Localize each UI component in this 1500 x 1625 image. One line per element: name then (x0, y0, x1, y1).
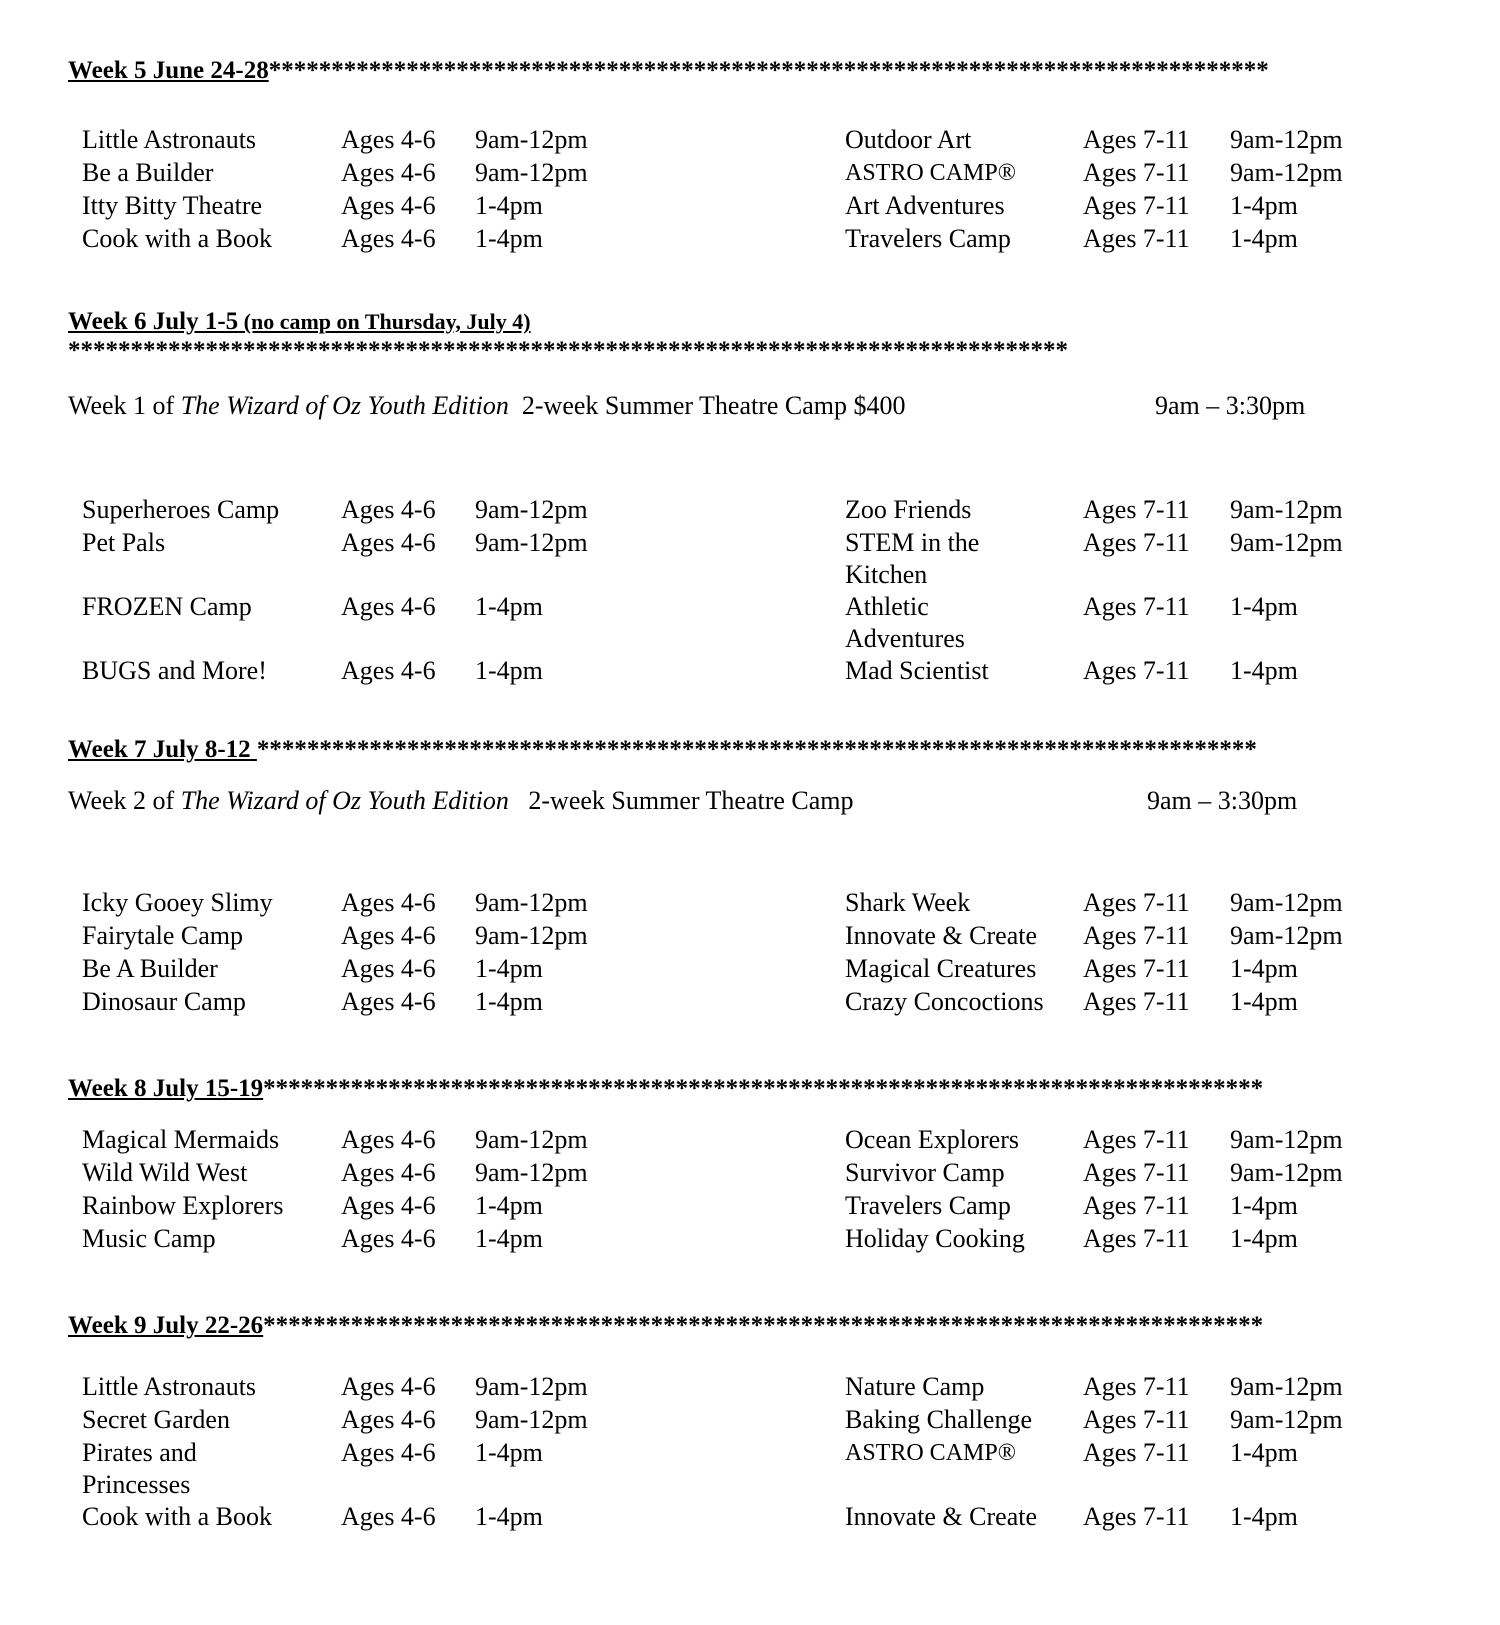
camp-name: Pet Pals (82, 528, 166, 557)
camp-ages: Ages 7-11 (1083, 1224, 1190, 1253)
camp-name: Pirates and Princesses (82, 1438, 197, 1499)
camp-name: FROZEN Camp (82, 592, 252, 621)
camp-name: Survivor Camp (845, 1158, 1005, 1187)
camp-ages: Ages 4-6 (341, 191, 436, 220)
camp-ages: Ages 7-11 (1083, 1502, 1190, 1531)
camp-name: BUGS and More! (82, 656, 267, 685)
camp-time: 1-4pm (1230, 1438, 1298, 1467)
camp-name: Little Astronauts (82, 1372, 257, 1401)
camp-name: Secret Garden (82, 1405, 230, 1434)
camp-time: 9am-12pm (1230, 125, 1343, 154)
camp-time: 1-4pm (475, 191, 543, 220)
camp-time: 1-4pm (1230, 592, 1298, 621)
week-title: Week 5 June 24-28 (68, 57, 269, 84)
camp-time: 9am-12pm (1230, 1405, 1343, 1434)
camp-time: 1-4pm (475, 1224, 543, 1253)
camp-name: Itty Bitty Theatre (82, 191, 263, 220)
table-row (0, 223, 1500, 255)
camp-name: ASTRO CAMP® (845, 160, 1016, 186)
table-row (0, 1223, 1500, 1255)
camp-name: Mad Scientist (845, 656, 989, 685)
camp-time: 9am-12pm (475, 1125, 588, 1154)
table-row (0, 1124, 1500, 1156)
week-stars: ******************************************************************************** (263, 1075, 1264, 1102)
week-5-heading (68, 56, 1269, 86)
camp-ages: Ages 7-11 (1083, 921, 1190, 950)
camp-name: Travelers Camp (845, 1191, 1011, 1220)
camp-time: 9am-12pm (1230, 1125, 1343, 1154)
camp-ages: Ages 7-11 (1083, 158, 1190, 187)
camp-ages: Ages 7-11 (1083, 954, 1190, 983)
camp-time: 9am-12pm (1230, 921, 1343, 950)
camp-time: 1-4pm (475, 656, 543, 685)
camp-ages: Ages 7-11 (1083, 987, 1190, 1016)
camp-ages: Ages 7-11 (1083, 1191, 1190, 1220)
table-row (0, 527, 1500, 589)
camp-time: 1-4pm (475, 987, 543, 1016)
camp-ages: Ages 4-6 (341, 954, 436, 983)
camp-time: 1-4pm (1230, 1502, 1298, 1531)
theatre-camp-line (68, 785, 854, 817)
camp-name: Cook with a Book (82, 224, 272, 253)
camp-time: 1-4pm (1230, 1191, 1298, 1220)
camp-time: 9am-12pm (475, 888, 588, 917)
table-row (0, 1157, 1500, 1189)
camp-name: Innovate & Create (845, 921, 1038, 950)
week-8-heading (68, 1074, 1263, 1104)
camp-ages: Ages 4-6 (341, 592, 436, 621)
camp-time: 9am-12pm (475, 125, 588, 154)
camp-name: Holiday Cooking (845, 1224, 1025, 1253)
table-row (0, 655, 1500, 687)
week-title: Week 6 July 1-5 (68, 308, 239, 335)
theatre-camp-line (68, 390, 906, 422)
week-title: Week 9 July 22-26 (68, 1312, 264, 1339)
week-stars: ******************************************************************************** (268, 57, 1269, 84)
camp-ages: Ages 4-6 (341, 1405, 436, 1434)
camp-time: 1-4pm (475, 592, 543, 621)
table-row (0, 591, 1500, 653)
camp-name: Rainbow Explorers (82, 1191, 284, 1220)
camp-ages: Ages 7-11 (1083, 1405, 1190, 1434)
camp-time: 9am-12pm (475, 921, 588, 950)
table-row (0, 986, 1500, 1018)
camp-ages: Ages 7-11 (1083, 1372, 1190, 1401)
table-row (0, 1371, 1500, 1403)
theatre-prefix: Week 1 of (68, 391, 181, 420)
camp-ages: Ages 4-6 (341, 158, 436, 187)
camp-name: Outdoor Art (845, 125, 972, 154)
camp-name: Cook with a Book (82, 1502, 272, 1531)
camp-time: 1-4pm (475, 1502, 543, 1531)
table-row (0, 1501, 1500, 1533)
camp-ages: Ages 7-11 (1083, 888, 1190, 917)
camp-name: Travelers Camp (845, 224, 1011, 253)
table-row (0, 1437, 1500, 1499)
camp-ages: Ages 4-6 (341, 495, 436, 524)
camp-name: Superheroes Camp (82, 495, 280, 524)
table-row (0, 1404, 1500, 1436)
camp-time: 9am-12pm (1230, 1372, 1343, 1401)
camp-ages: Ages 4-6 (341, 987, 436, 1016)
table-row (0, 920, 1500, 952)
week-title: Week 8 July 15-19 (68, 1075, 264, 1102)
camp-name: Athletic Adventures (845, 592, 965, 653)
camp-name: Be A Builder (82, 954, 218, 983)
camp-time: 1-4pm (1230, 954, 1298, 983)
week-7-heading (68, 735, 1257, 765)
theatre-time: 9am – 3:30pm (1147, 786, 1298, 815)
camp-ages: Ages 7-11 (1083, 125, 1190, 154)
table-row (0, 887, 1500, 919)
camp-ages: Ages 7-11 (1083, 528, 1190, 557)
theatre-title: The Wizard of Oz Youth Edition (180, 391, 509, 420)
camp-name: Art Adventures (845, 191, 1005, 220)
camp-ages: Ages 7-11 (1083, 495, 1190, 524)
camp-ages: Ages 7-11 (1083, 191, 1190, 220)
camp-ages: Ages 4-6 (341, 125, 436, 154)
camp-ages: Ages 4-6 (341, 921, 436, 950)
camp-name: STEM in the Kitchen (845, 528, 980, 589)
camp-ages: Ages 7-11 (1083, 1125, 1190, 1154)
camp-time: 1-4pm (1230, 1224, 1298, 1253)
week-title: Week 7 July 8-12 (68, 736, 251, 763)
camp-name: Ocean Explorers (845, 1125, 1019, 1154)
week-note: (no camp on Thursday, July 4) (238, 309, 531, 334)
theatre-title: The Wizard of Oz Youth Edition (180, 786, 509, 815)
camp-name: Baking Challenge (845, 1405, 1033, 1434)
camp-name: Innovate & Create (845, 1502, 1038, 1531)
camp-name: Nature Camp (845, 1372, 985, 1401)
table-row (0, 953, 1500, 985)
camp-time: 1-4pm (475, 1438, 543, 1467)
camp-name: Icky Gooey Slimy (82, 888, 273, 917)
camp-time: 9am-12pm (1230, 888, 1343, 917)
camp-time: 9am-12pm (475, 1405, 588, 1434)
camp-ages: Ages 7-11 (1083, 1158, 1190, 1187)
week-6-heading (68, 307, 531, 337)
camp-ages: Ages 7-11 (1083, 224, 1190, 253)
theatre-time: 9am – 3:30pm (1155, 391, 1306, 420)
camp-time: 1-4pm (475, 224, 543, 253)
camp-ages: Ages 4-6 (341, 528, 436, 557)
camp-time: 9am-12pm (1230, 528, 1343, 557)
camp-name: Shark Week (845, 888, 971, 917)
camp-time: 1-4pm (1230, 191, 1298, 220)
camp-time: 9am-12pm (475, 1372, 588, 1401)
table-row (0, 190, 1500, 222)
camp-time: 1-4pm (1230, 656, 1298, 685)
camp-name: Music Camp (82, 1224, 216, 1253)
camp-name: Fairytale Camp (82, 921, 244, 950)
camp-time: 9am-12pm (1230, 1158, 1343, 1187)
camp-name: Be a Builder (82, 158, 214, 187)
camp-time: 1-4pm (475, 1191, 543, 1220)
table-row (0, 157, 1500, 189)
table-row (0, 494, 1500, 526)
camp-time: 1-4pm (1230, 987, 1298, 1016)
camp-time: 9am-12pm (1230, 158, 1343, 187)
camp-time: 1-4pm (475, 954, 543, 983)
camp-ages: Ages 4-6 (341, 1224, 436, 1253)
camp-time: 1-4pm (1230, 224, 1298, 253)
camp-ages: Ages 4-6 (341, 1191, 436, 1220)
theatre-suffix: 2-week Summer Theatre Camp $400 (508, 391, 906, 420)
week-stars: ******************************************************************************** (263, 1312, 1264, 1339)
camp-ages: Ages 4-6 (341, 224, 436, 253)
camp-ages: Ages 7-11 (1083, 592, 1190, 621)
camp-name: Wild Wild West (82, 1158, 248, 1187)
week-stars: ******************************************************************************** (256, 736, 1257, 763)
camp-ages: Ages 4-6 (341, 1438, 436, 1467)
camp-ages: Ages 4-6 (341, 1372, 436, 1401)
camp-name: ASTRO CAMP® (845, 1440, 1016, 1466)
camp-ages: Ages 4-6 (341, 656, 436, 685)
camp-time: 9am-12pm (1230, 495, 1343, 524)
camp-name: Magical Creatures (845, 954, 1037, 983)
camp-time: 9am-12pm (475, 158, 588, 187)
camp-ages: Ages 7-11 (1083, 656, 1190, 685)
camp-ages: Ages 7-11 (1083, 1438, 1190, 1467)
camp-time: 9am-12pm (475, 495, 588, 524)
camp-time: 9am-12pm (475, 1158, 588, 1187)
camp-name: Magical Mermaids (82, 1125, 280, 1154)
camp-ages: Ages 4-6 (341, 1502, 436, 1531)
theatre-suffix: 2-week Summer Theatre Camp (508, 786, 854, 815)
camp-time: 9am-12pm (475, 528, 588, 557)
camp-name: Little Astronauts (82, 125, 257, 154)
table-row (0, 124, 1500, 156)
camp-ages: Ages 4-6 (341, 1125, 436, 1154)
theatre-prefix: Week 2 of (68, 786, 181, 815)
camp-name: Zoo Friends (845, 495, 972, 524)
week-stars: ******************************************************************************** (68, 337, 1068, 364)
week-9-heading (68, 1311, 1263, 1341)
camp-ages: Ages 4-6 (341, 1158, 436, 1187)
camp-name: Dinosaur Camp (82, 987, 246, 1016)
camp-name: Crazy Concoctions (845, 987, 1044, 1016)
table-row (0, 1190, 1500, 1222)
camp-ages: Ages 4-6 (341, 888, 436, 917)
